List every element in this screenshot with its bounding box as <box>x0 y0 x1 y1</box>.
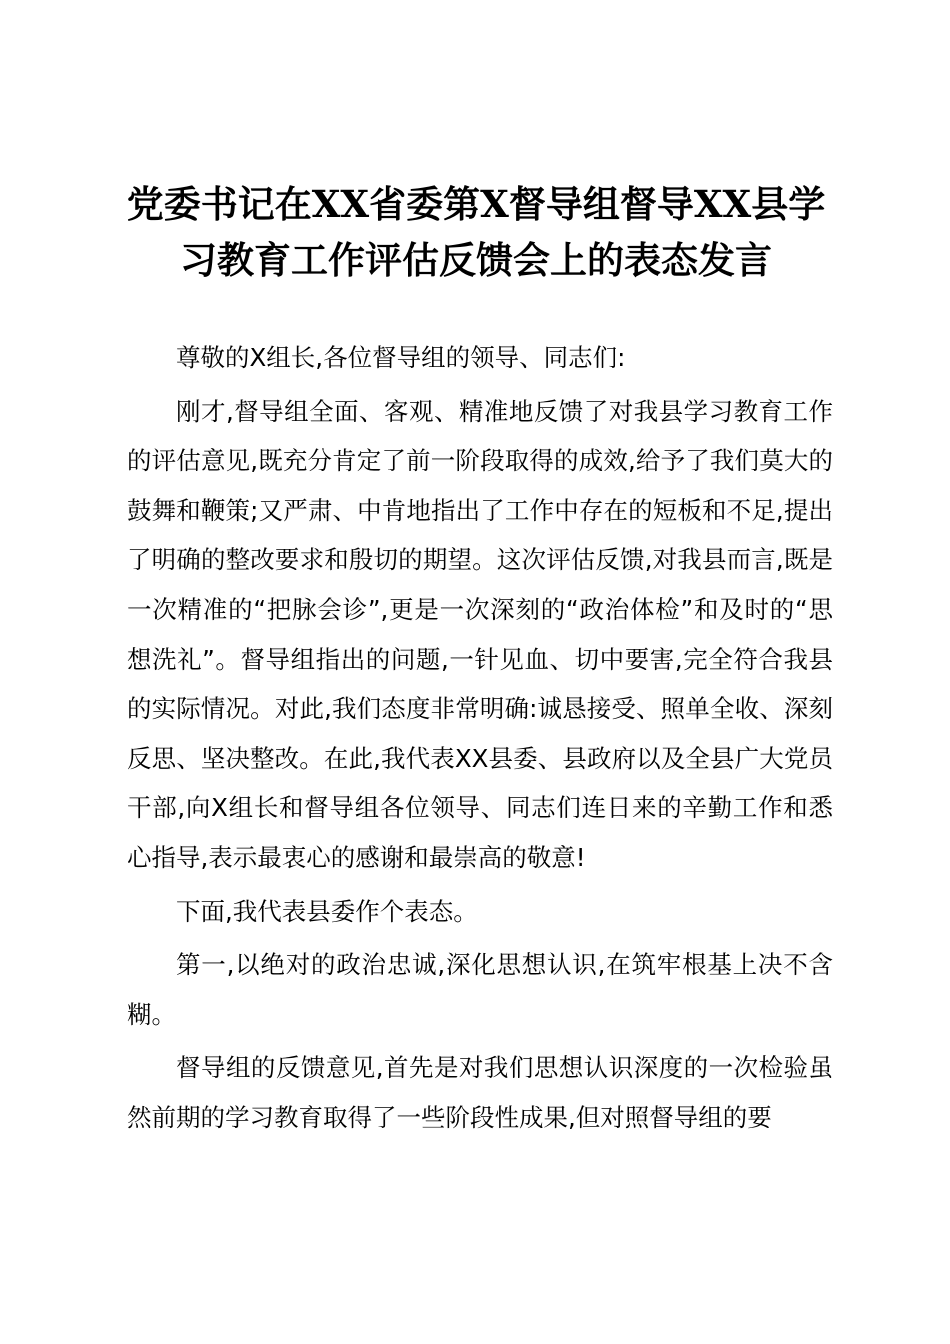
document-body <box>127 333 833 1147</box>
document-title: 党委书记在XX省委第X督导组督导XX县学习教育工作评估反馈会上的表态发言 <box>126 182 826 282</box>
paragraph-salutation: 尊敬的X组长,各位督导组的领导、同志们: <box>176 343 626 372</box>
paragraph-section-heading-1: 第一,以绝对的政治忠诚,深化思想认识,在筑牢根基上决不含糊。 <box>127 950 833 1029</box>
paragraph-transition: 下面,我代表县委作个表态。 <box>176 896 478 926</box>
paragraph-intro: 刚才,督导组全面、客观、精准地反馈了对我县学习教育工作的评估意见,既充分肯定了前一阶段取得的成效,给予了我们莫大的鼓舞和鞭策;又严肃、中肯地指出了工作中存在的短板和不足,提出了明确的整改要求和殷切的期望。这次评估反馈,对我县而言,既是一次精准的“把脉会诊”,更是一次深刻的“政治体检”和及时的“思想洗礼”。督导组指出的问题,一针见血、切中要害,完全符合我县的实际情况。对此,我们态度非常明确:诚恳接受、照单全收、深刻反思、坚决整改。在此,我代表XX县委、县政府以及全县广大党员干部,向X组长和督导组各位领导、同志们连日来的辛勤工作和悉心指导,表示最衷心的感谢和最崇高的敬意! <box>127 396 833 872</box>
paragraph-section-body-1: 督导组的反馈意见,首先是对我们思想认识深度的一次检验虽然前期的学习教育取得了一些阶段性成果,但对照督导组的要 <box>127 1053 833 1132</box>
